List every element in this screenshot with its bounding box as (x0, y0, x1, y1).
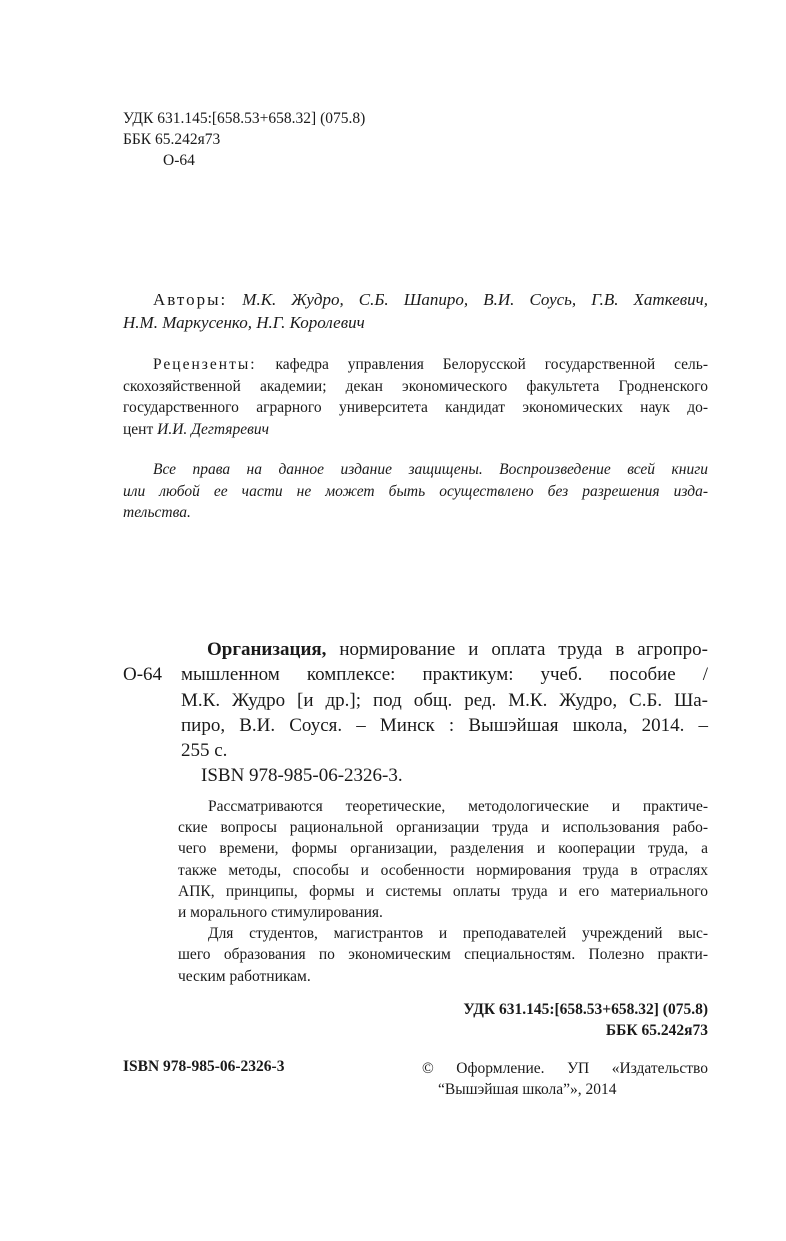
reviewers-block (123, 354, 708, 440)
rights-line-3: тельства. (123, 504, 191, 521)
rights-line-2: или любой ее части не может быть осуществлено без разрешения изда- (123, 482, 708, 500)
authors-label: Авторы: (153, 290, 228, 309)
udk-code: УДК 631.145:[658.53+658.32] (075.8) (123, 110, 366, 127)
rights-line-1: Все права на данное издание защищены. Воспроизведение всей книги (153, 461, 708, 478)
biblio-text-1: нормирование и оплата труда в агропро- (339, 639, 709, 660)
reviewers-text-1: кафедра управления Белорусской государственной сель- (275, 356, 709, 373)
biblio-code: О-64 (123, 664, 163, 686)
biblio-line-5: 255 с. (181, 740, 228, 762)
authors-names-1: М.К. Жудро, С.Б. Шапиро, В.И. Соусь, Г.В. Хаткевич, (242, 290, 709, 309)
isbn-bottom: ISBN 978-985-06-2326-3 (123, 1058, 285, 1075)
biblio-line-2-wrap (123, 662, 708, 687)
annot-p1-line-2: ские вопросы рациональной организации труда и использования рабо- (178, 819, 708, 837)
annot-p1-line-4: также методы, способы и особенности нормирования труда в отраслях (178, 861, 708, 879)
annot-p1-line-6: и морального стимулирования. (178, 904, 383, 922)
bbk-bottom: ББК 65.242я73 (605, 1022, 708, 1039)
biblio-line-4: пиро, В.И. Соуся. – Минск : Вышэйшая школа, 2014. – (181, 714, 708, 736)
reviewers-line-4 (123, 419, 708, 441)
annot-p2-line-1: Для студентов, магистрантов и преподавателей учреждений выс- (208, 925, 708, 943)
reviewers-text-4: цент (123, 420, 154, 438)
copyright-line-2: “Вышэйшая школа”», 2014 (438, 1081, 617, 1098)
bibliographic-record (123, 637, 708, 789)
annot-p1-line-5: АПК, принципы, формы и системы оплаты труда и его материального (178, 882, 708, 900)
annot-p2-line-2: шего образования по экономическим специальностям. Полезно практи- (178, 946, 708, 964)
authors-names-2: Н.М. Маркусенко, Н.Г. Королевич (123, 313, 365, 332)
annot-p1-line-3: чего времени, формы организации, разделения и кооперации труда, а (178, 840, 708, 858)
copyright-block (422, 1058, 708, 1100)
udk-bottom: УДК 631.145:[658.53+658.32] (075.8) (463, 1001, 708, 1018)
rights-notice (123, 459, 708, 524)
biblio-isbn: ISBN 978-985-06-2326-3. (201, 765, 403, 787)
reviewers-line-3: государственного аграрного университета кандидат экономических наук до- (123, 399, 708, 416)
author-mark: О-64 (163, 152, 195, 169)
biblio-line-1 (123, 637, 708, 662)
biblio-line-3: М.К. Жудро [и др.]; под общ. ред. М.К. Жудро, С.Б. Ша- (181, 689, 708, 711)
authors-line-1 (123, 288, 708, 311)
udk-header-block (123, 108, 365, 171)
authors-block (123, 288, 708, 334)
bbk-code: ББК 65.242я73 (123, 131, 221, 148)
copyright-line-1: © Оформление. УП «Издательство (422, 1060, 708, 1077)
classification-bottom (300, 999, 708, 1041)
annot-p1-line-1: Рассматриваются теоретические, методологические и практиче- (208, 798, 708, 815)
reviewers-line-1 (123, 354, 708, 376)
authors-line-2 (123, 311, 708, 334)
reviewers-line-2: скохозяйственной академии; декан экономического факультета Гродненского (123, 377, 708, 395)
reviewers-label: Рецензенты: (153, 356, 257, 373)
biblio-title: Организация, (207, 639, 327, 660)
annot-p2-line-3: ческим работникам. (178, 967, 311, 985)
biblio-line-2: мышленном комплексе: практикум: учеб. пособие / (181, 664, 708, 686)
annotation (178, 796, 708, 987)
reviewer-name: И.И. Дегтяревич (157, 420, 270, 438)
